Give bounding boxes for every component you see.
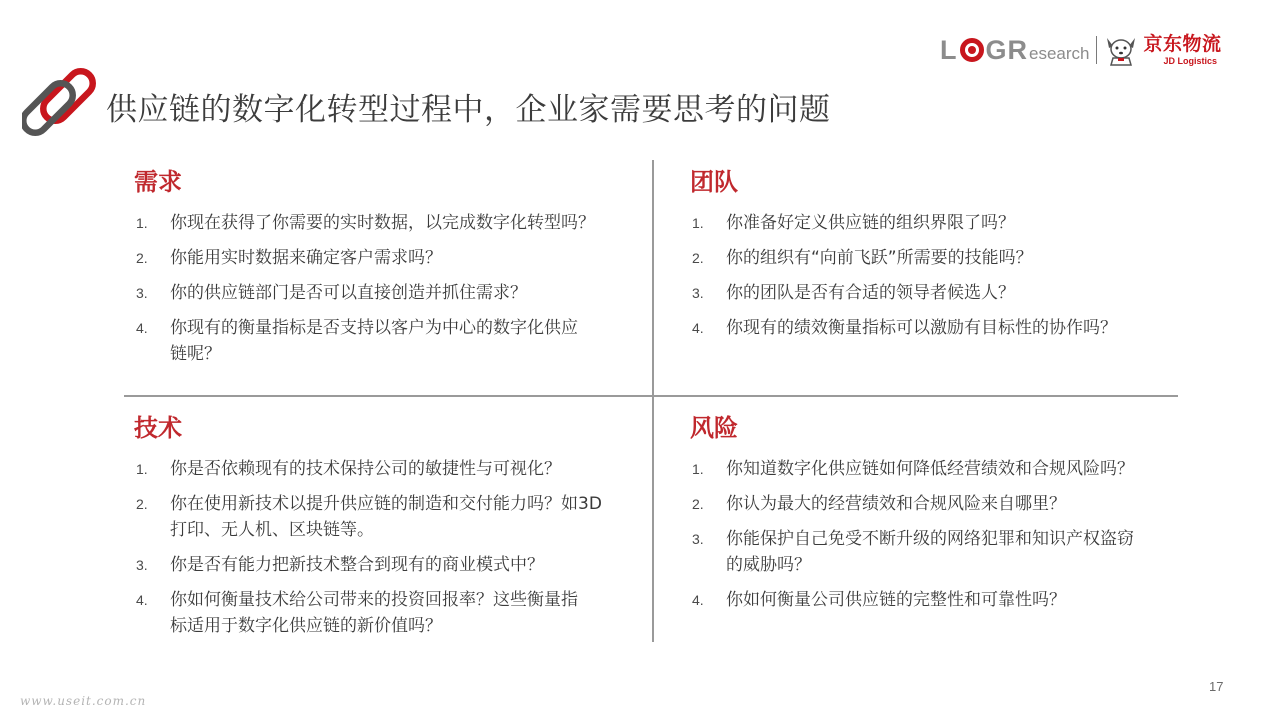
list-item [690,491,1160,517]
jd-logo-en: JD Logistics [1163,55,1217,66]
list-item [134,456,604,482]
question-list [134,210,604,367]
question-list [690,456,1160,613]
chain-link-icon [22,58,104,138]
list-item [690,526,1160,578]
quadrant-title: 需求 [134,168,182,196]
list-item [134,587,604,639]
item-text: 你准备好定义供应链的组织界限了吗？ [726,213,1015,233]
item-number: 3. [136,285,148,301]
item-text: 你现有的衡量指标是否支持以客户为中心的数字化供应链呢？ [170,318,578,364]
header-logo [940,34,1222,66]
jd-logo-cn: 京东物流 [1143,32,1222,55]
item-text: 你认为最大的经营绩效和合规风险来自哪里？ [726,494,1066,514]
item-text: 你的组织有“向前飞跃”所需要的技能吗？ [726,248,1033,268]
item-text: 你现有的绩效衡量指标可以激励有目标性的协作吗？ [726,318,1117,338]
item-text: 你如何衡量公司供应链的完整性和可靠性吗？ [726,590,1066,610]
quadrant-team [690,162,1160,350]
item-number: 1. [692,461,704,477]
page-number: 17 [1209,679,1224,694]
logo-letters-gr: GR [985,34,1028,65]
list-item [134,552,604,578]
list-item [690,245,1160,271]
list-item [690,315,1160,341]
page-title: 供应链的数字化转型过程中，企业家需要思考的问题 [106,92,831,128]
list-item [134,210,604,236]
item-number: 2. [136,250,148,266]
quadrant-tech [134,408,604,648]
logo-o-icon [960,38,984,62]
logo-research-text: esearch [1029,43,1090,63]
question-list [134,456,604,639]
list-item [134,280,604,306]
list-item [690,280,1160,306]
item-text: 你在使用新技术以提升供应链的制造和交付能力吗？如3D打印、无人机、区块链等。 [170,494,602,540]
list-item [134,491,604,543]
item-number: 1. [136,461,148,477]
item-number: 3. [692,285,704,301]
item-text: 你是否依赖现有的技术保持公司的敏捷性与可视化？ [170,459,561,479]
item-text: 你现在获得了你需要的实时数据，以完成数字化转型吗？ [170,213,595,233]
question-list [690,210,1160,341]
item-number: 4. [136,320,148,336]
quadrant-title: 风险 [690,414,738,442]
quadrant-risk [690,408,1160,622]
item-number: 2. [692,496,704,512]
vertical-divider [652,160,654,642]
logo-letter-l: L [940,34,958,65]
list-item [690,210,1160,236]
logo-separator [1096,36,1097,64]
item-text: 你能用实时数据来确定客户需求吗？ [170,248,442,268]
item-number: 3. [692,531,704,547]
list-item [134,245,604,271]
quadrant-title: 技术 [134,414,182,442]
horizontal-divider [124,395,1178,397]
item-text: 你是否有能力把新技术整合到现有的商业模式中？ [170,555,544,575]
jd-logistics-text [1143,32,1222,66]
item-number: 4. [692,592,704,608]
list-item [690,456,1160,482]
item-text: 你能保护自己免受不断升级的网络犯罪和知识产权盗窃的威胁吗？ [726,529,1134,575]
item-text: 你的供应链部门是否可以直接创造并抓住需求？ [170,283,527,303]
item-number: 4. [692,320,704,336]
list-item [134,315,604,367]
item-number: 1. [136,215,148,231]
item-text: 你如何衡量技术给公司带来的投资回报率？这些衡量指标适用于数字化供应链的新价值吗？ [170,590,578,636]
item-text: 你的团队是否有合适的领导者候选人？ [726,283,1015,303]
item-number: 4. [136,592,148,608]
item-number: 2. [136,496,148,512]
jd-dog-mascot-icon [1103,34,1139,66]
item-number: 2. [692,250,704,266]
watermark: www.useit.com.cn [20,694,147,708]
list-item [690,587,1160,613]
quadrant-demand [134,162,604,376]
item-number: 3. [136,557,148,573]
logr-logo [940,35,1028,66]
item-number: 1. [692,215,704,231]
item-text: 你知道数字化供应链如何降低经营绩效和合规风险吗？ [726,459,1134,479]
quadrant-title: 团队 [690,168,738,196]
